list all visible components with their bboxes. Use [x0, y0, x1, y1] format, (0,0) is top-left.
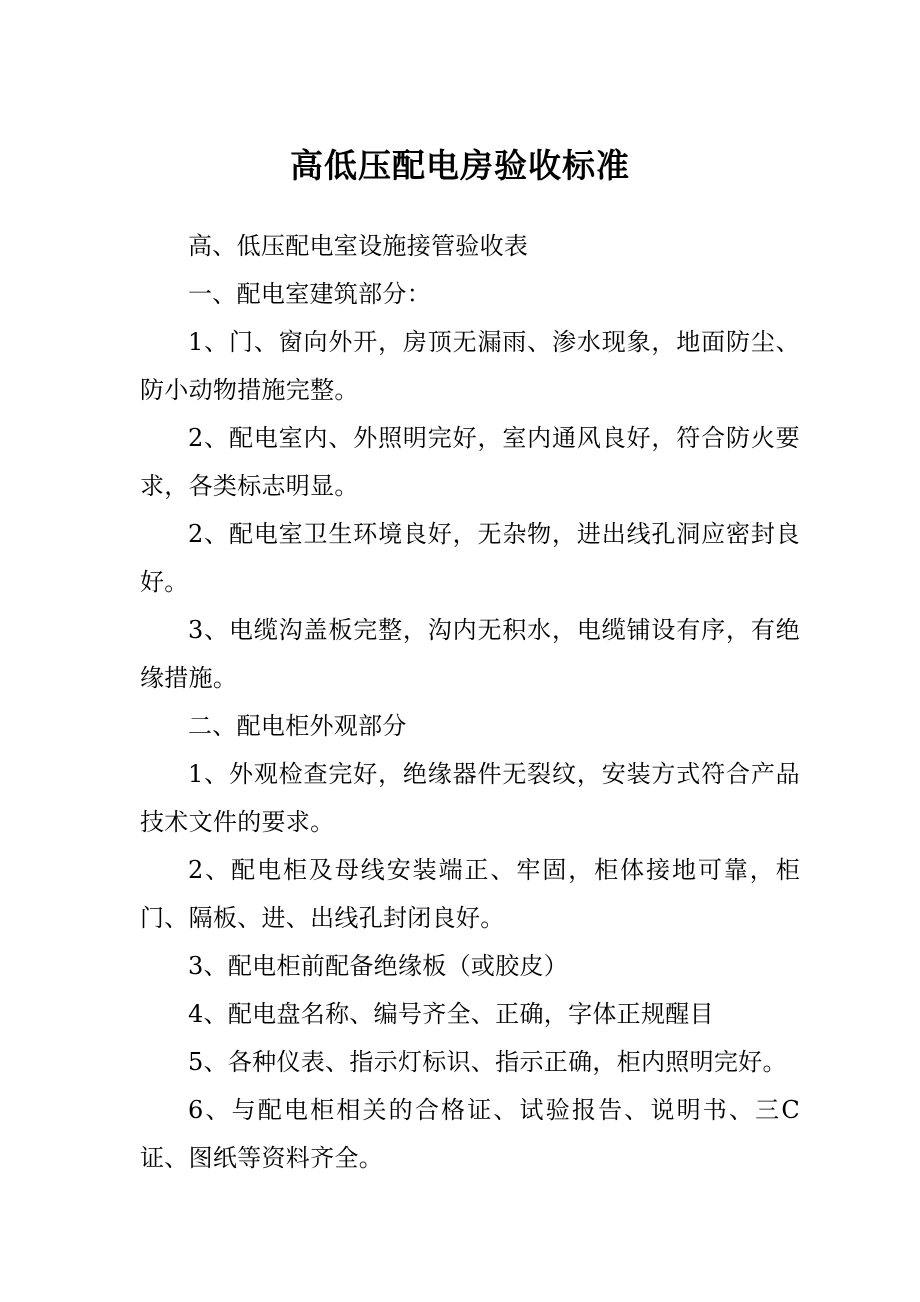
section-heading-building: 一、配电室建筑部分：	[188, 280, 431, 308]
paragraph-item: 5、各种仪表、指示灯标识、指示正确，柜内照明完好。	[188, 1048, 787, 1076]
paragraph-item: 4、配电盘名称、编号齐全、正确，字体正规醒目	[188, 1000, 714, 1028]
paragraph-item: 2、配电室卫生环境良好，无杂物，进出线孔洞应密封良好。	[140, 520, 800, 596]
paragraph-item: 2、配电室内、外照明完好，室内通风良好，符合防火要求，各类标志明显。	[140, 424, 800, 500]
paragraph-item: 3、电缆沟盖板完整，沟内无积水，电缆铺设有序，有绝缘措施。	[140, 616, 800, 692]
paragraph-item: 1、外观检查完好，绝缘器件无裂纹，安装方式符合产品技术文件的要求。	[140, 760, 800, 836]
subtitle-paragraph: 高、低压配电室设施接管验收表	[188, 232, 529, 260]
paragraph-item: 6、与配电柜相关的合格证、试验报告、说明书、三C证、图纸等资料齐全。	[140, 1096, 800, 1172]
page-title: 高低压配电房验收标准	[290, 146, 630, 185]
paragraph-item: 3、配电柜前配备绝缘板（或胶皮）	[188, 952, 569, 980]
document-body	[140, 222, 800, 1182]
section-heading-cabinet: 二、配电柜外观部分	[188, 712, 407, 740]
paragraph-item: 1、门、窗向外开，房顶无漏雨、渗水现象，地面防尘、防小动物措施完整。	[140, 328, 800, 404]
paragraph-item: 2、配电柜及母线安装端正、牢固，柜体接地可靠，柜门、隔板、进、出线孔封闭良好。	[140, 856, 800, 932]
